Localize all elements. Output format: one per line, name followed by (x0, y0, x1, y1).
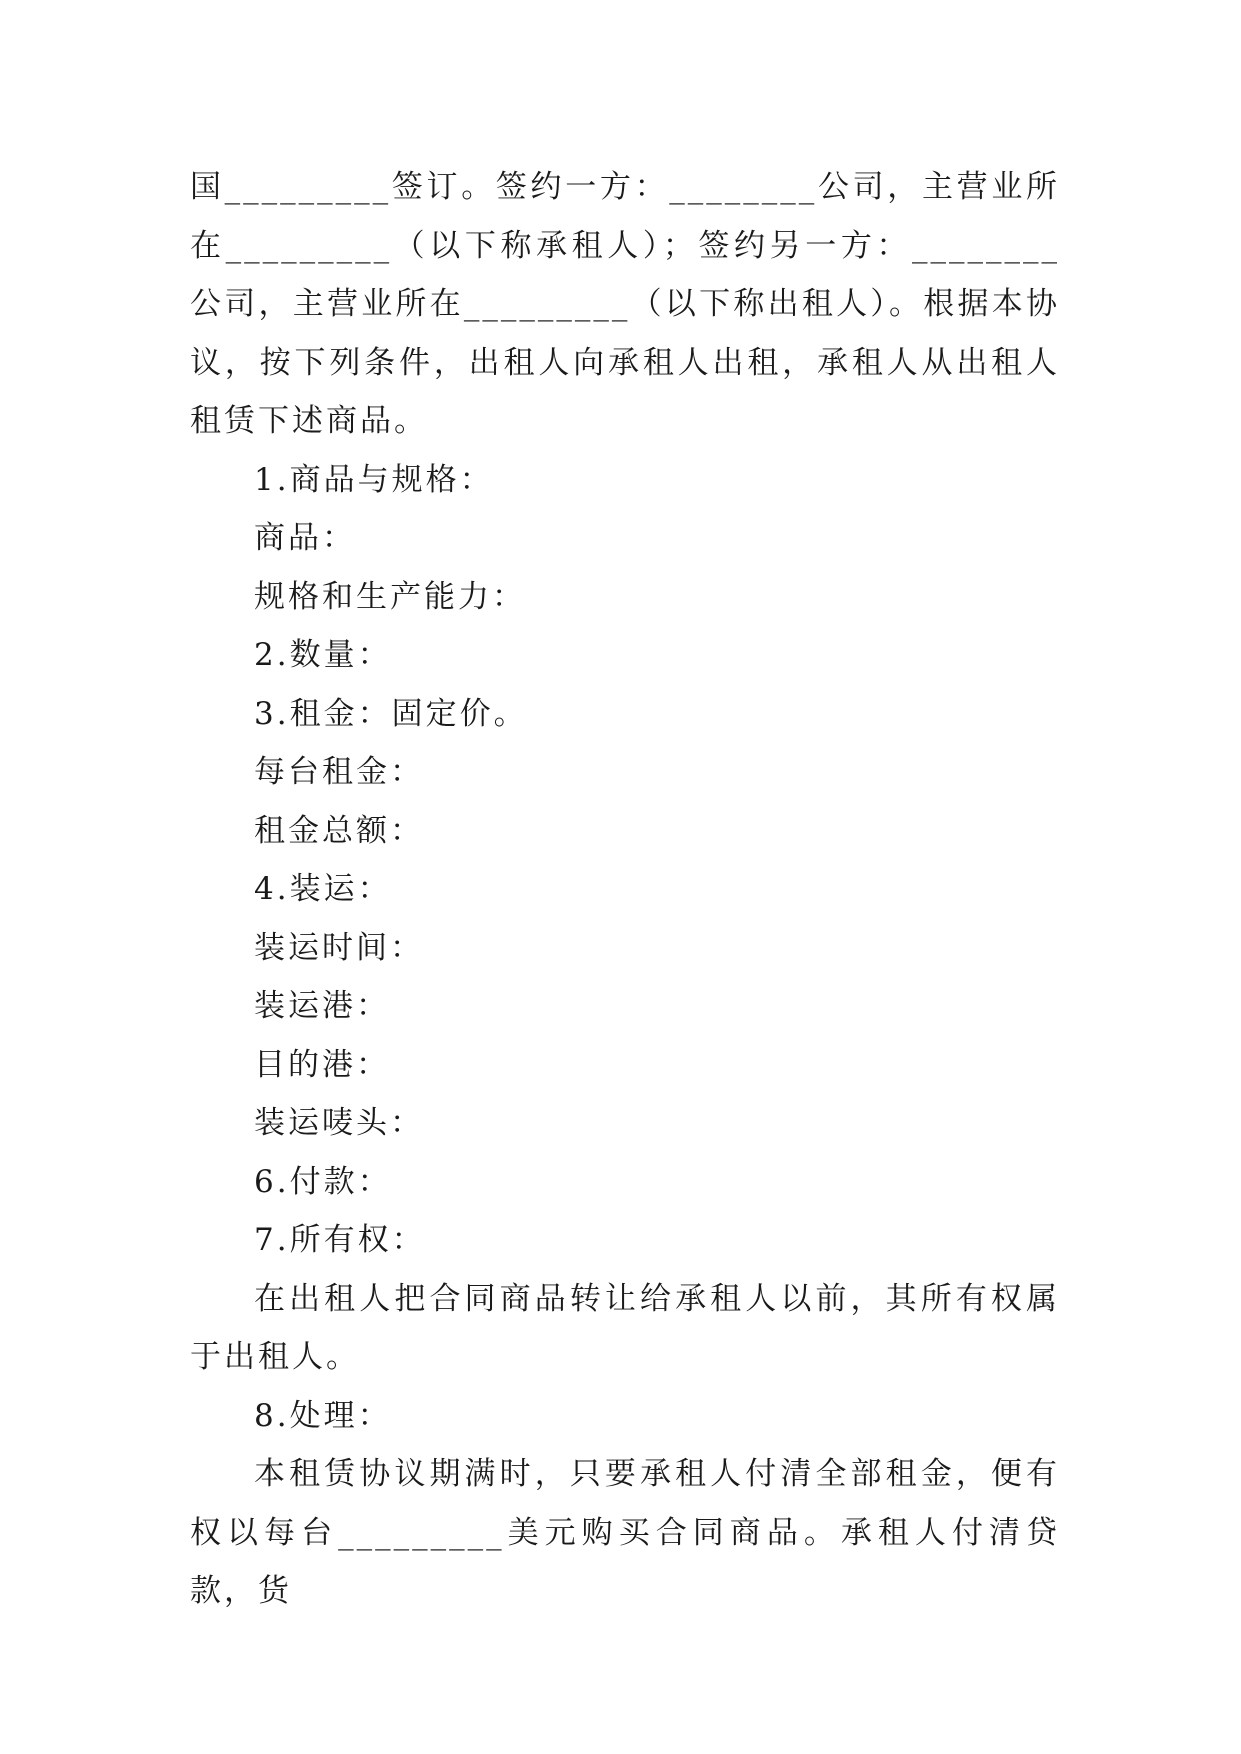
paragraph-payment-heading: 6.付款： (254, 1163, 392, 1200)
paragraph-rent-heading: 3.租金：固定价。 (254, 695, 528, 732)
document-body (190, 158, 1060, 1621)
paragraph-shipping-marks: 装运唛头： (254, 1105, 424, 1141)
paragraph-disposal-body: 本租赁协议期满时，只要承租人付清全部租金，便有权以每台_________美元购买合同商品。承租人付清贷款，货 (190, 1456, 1060, 1609)
paragraph-rent-per-unit: 每台租金： (254, 754, 424, 790)
paragraph-disposal-heading: 8.处理： (254, 1397, 392, 1434)
paragraph-ownership-body: 在出租人把合同商品转让给承租人以前，其所有权属于出租人。 (190, 1280, 1060, 1375)
paragraph-goods: 商品： (254, 520, 356, 556)
paragraph-ownership-heading: 7.所有权： (254, 1222, 426, 1258)
paragraph-rent-total: 租金总额： (254, 812, 424, 849)
paragraph-parties: 国_________签订。签约一方：________公司，主营业所在_________（以下称承租人）；签约另一方：________公司，主营业所在_________（以下称出租人）。根据本协议，按下列条件，出租人向承租人出租，承租人从出租人租赁下述商品。 (190, 169, 1060, 439)
paragraph-port-of-shipment: 装运港： (254, 988, 390, 1024)
paragraph-port-of-destination: 目的港： (254, 1046, 390, 1083)
paragraph-specs-capacity: 规格和生产能力： (254, 578, 526, 615)
paragraph-quantity-heading: 2.数量： (254, 637, 392, 673)
paragraph-shipment-time: 装运时间： (254, 929, 424, 966)
paragraph-goods-and-specs-heading: 1.商品与规格： (254, 461, 494, 498)
paragraph-shipment-heading: 4.装运： (254, 871, 392, 907)
